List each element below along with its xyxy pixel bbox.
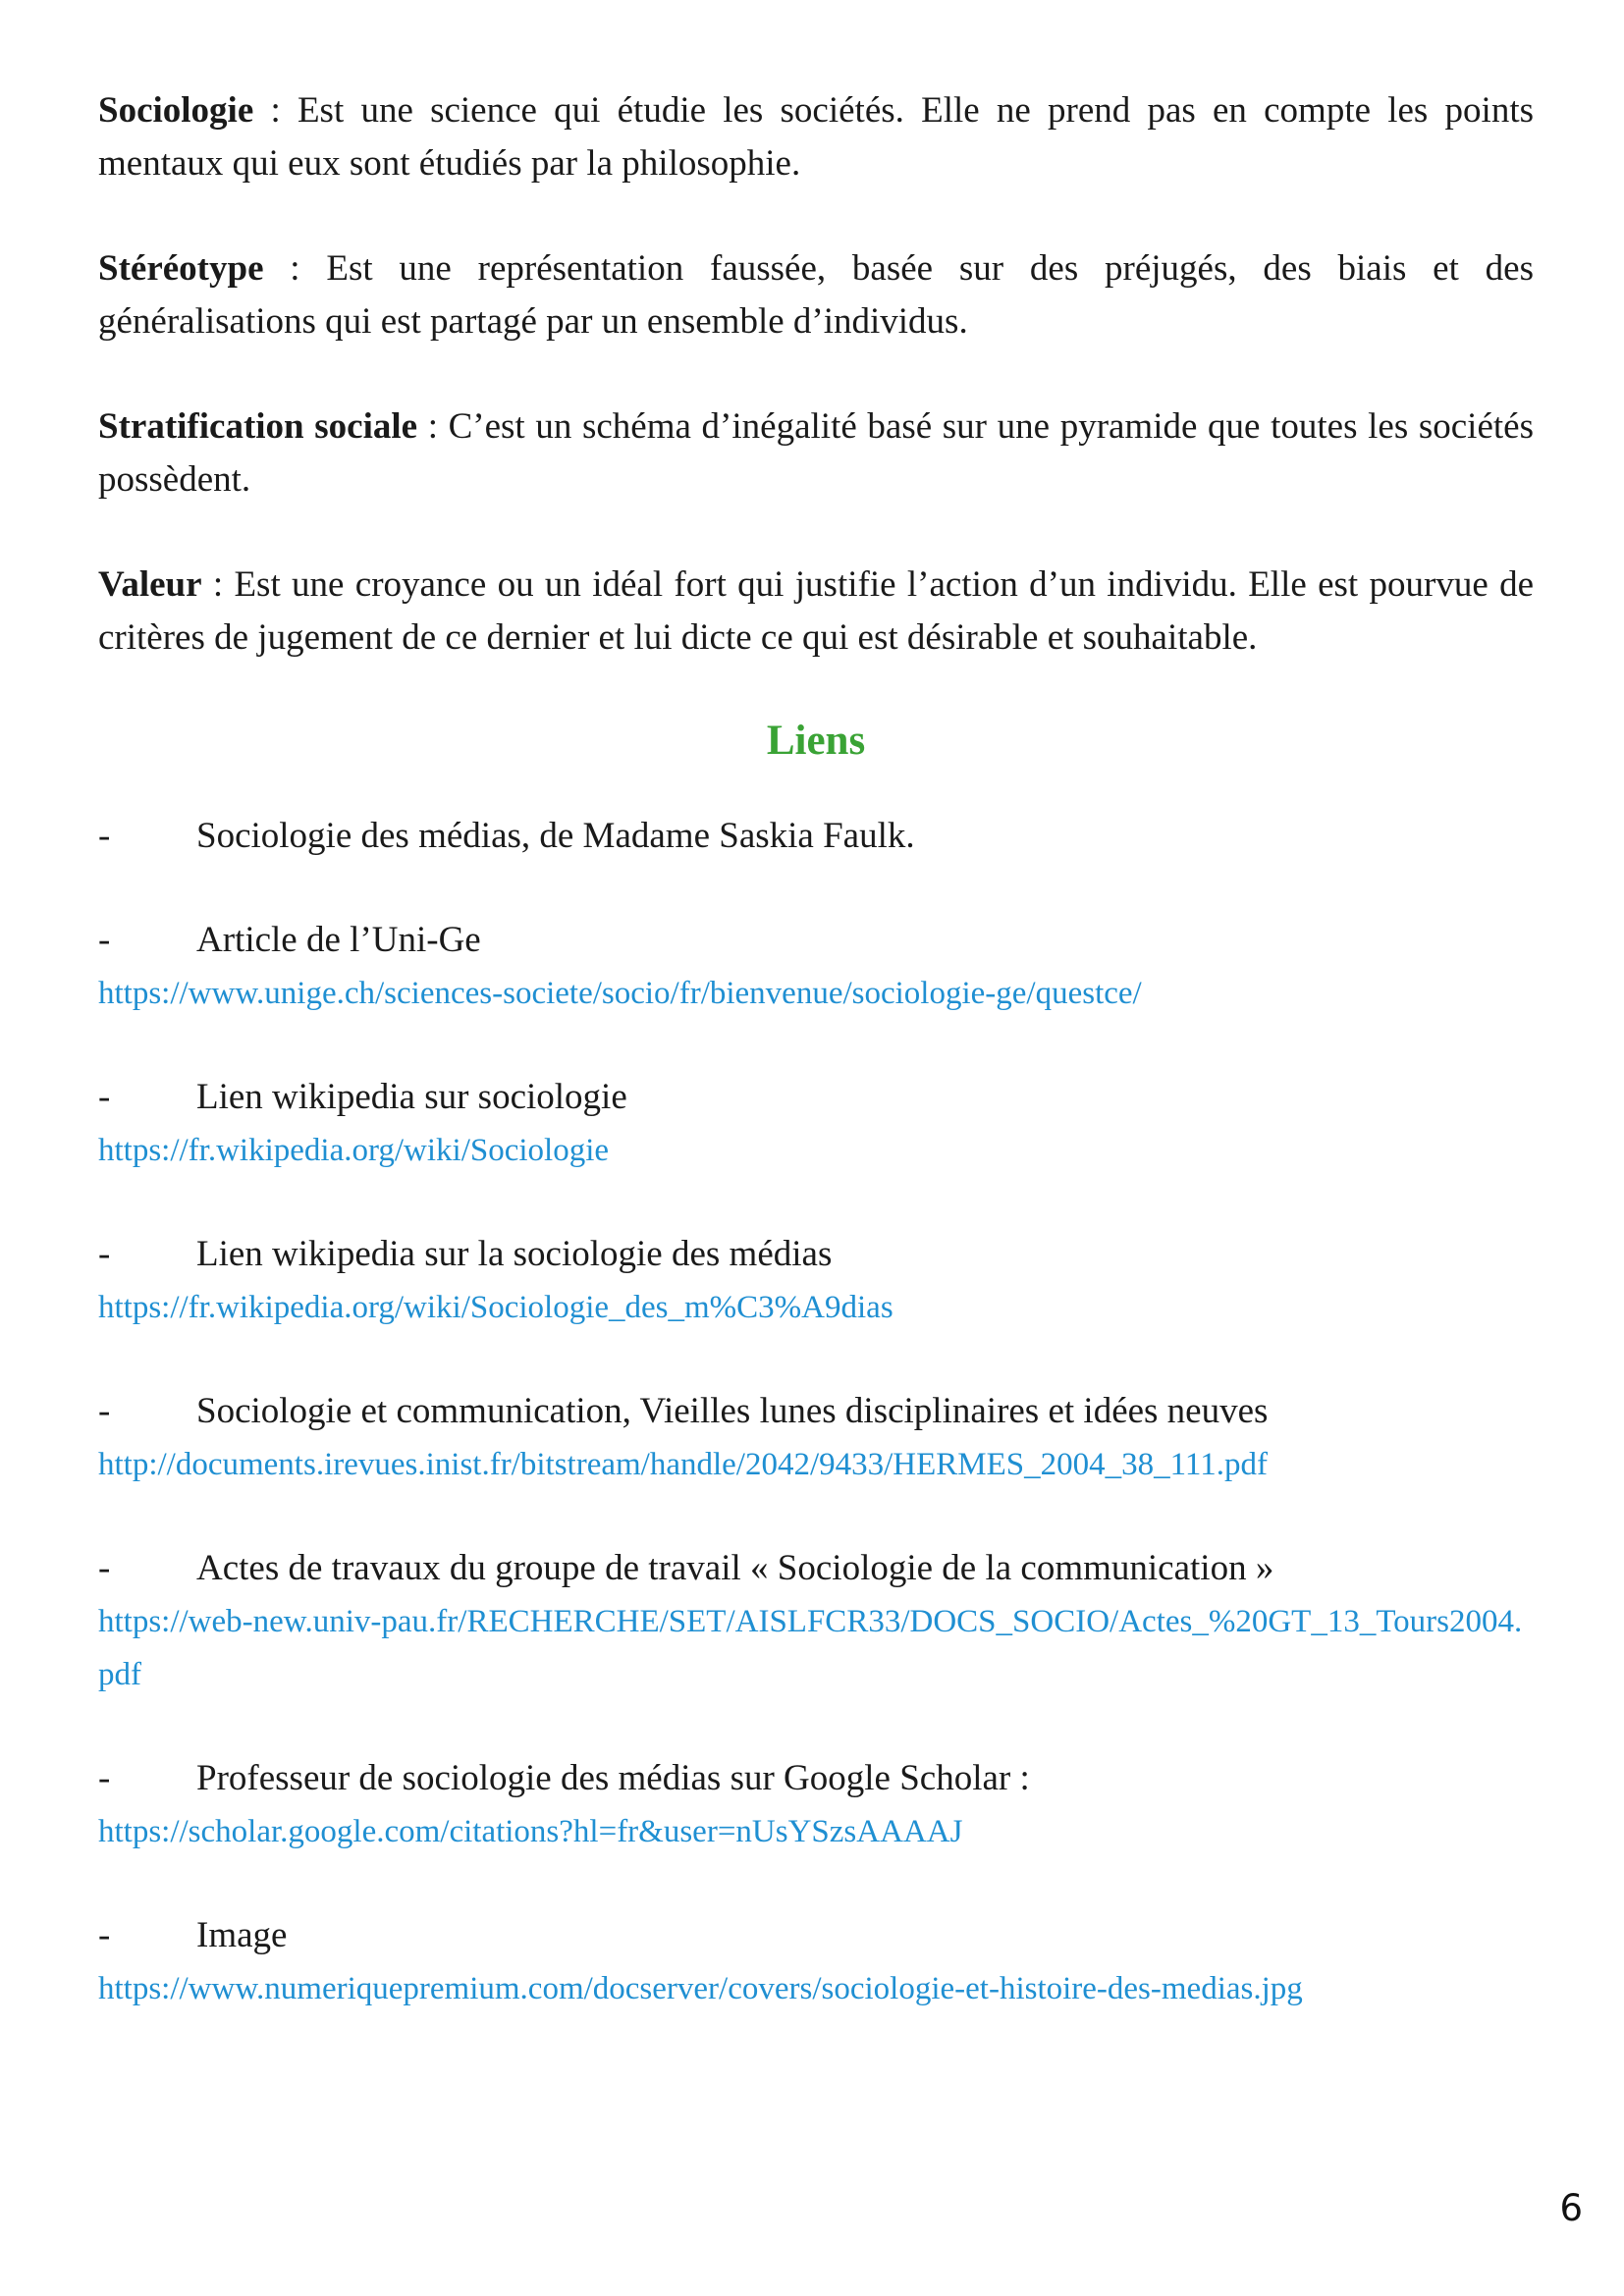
item-label: Sociologie et communication, Vieilles lunes disciplinaires et idées neuves xyxy=(196,1391,1269,1431)
item-label: Image xyxy=(196,1915,288,1955)
definition-valeur xyxy=(98,559,1534,665)
definition-text: : Est une science qui étudie les sociétés. Elle ne prend pas en compte les points mentaux qui eux sont étudiés par la philosophie. xyxy=(98,90,1534,184)
list-item xyxy=(98,810,1534,863)
list-item xyxy=(98,914,1534,1020)
bullet-dash: - xyxy=(98,1548,111,1588)
item-label: Lien wikipedia sur sociologie xyxy=(196,1077,627,1117)
definition-stereotype xyxy=(98,242,1534,348)
list-item xyxy=(98,1909,1534,2015)
links-list xyxy=(98,810,1534,2015)
term: Sociologie xyxy=(98,90,254,131)
bullet-dash: - xyxy=(98,1234,111,1274)
list-item xyxy=(98,1752,1534,1858)
document-page xyxy=(98,84,1534,2066)
bullet-dash: - xyxy=(98,1077,111,1117)
bullet-dash: - xyxy=(98,1758,111,1798)
page-number: 6 xyxy=(1559,2187,1583,2229)
bullet-dash: - xyxy=(98,920,111,960)
term: Stratification sociale xyxy=(98,406,418,447)
list-item xyxy=(98,1385,1534,1491)
list-item xyxy=(98,1542,1534,1701)
term: Valeur xyxy=(98,564,202,605)
link-google-scholar[interactable]: https://scholar.google.com/citations?hl=fr&user=nUsYSzsAAAAJ xyxy=(98,1814,963,1849)
item-label: Lien wikipedia sur la sociologie des médias xyxy=(196,1234,833,1274)
liens-heading: Liens xyxy=(766,718,866,764)
term: Stéréotype xyxy=(98,248,264,289)
item-label: Actes de travaux du groupe de travail « Sociologie de la communication » xyxy=(196,1548,1274,1588)
list-item xyxy=(98,1071,1534,1177)
item-label: Professeur de sociologie des médias sur Google Scholar : xyxy=(196,1758,1030,1798)
list-item xyxy=(98,1228,1534,1334)
link-wikipedia-sociologie[interactable]: https://fr.wikipedia.org/wiki/Sociologie xyxy=(98,1133,610,1168)
definition-stratification xyxy=(98,400,1534,507)
link-image[interactable]: https://www.numeriquepremium.com/docserver/covers/sociologie-et-histoire-des-medias.jpg xyxy=(98,1971,1303,2006)
bullet-dash: - xyxy=(98,1391,111,1431)
item-label: Sociologie des médias, de Madame Saskia Faulk. xyxy=(196,816,915,856)
definitions xyxy=(98,84,1534,665)
definition-sociologie xyxy=(98,84,1534,190)
item-label: Article de l’Uni-Ge xyxy=(196,920,481,960)
definition-text: : Est une représentation faussée, basée sur des préjugés, des biais et des généralisations qui est partagé par un ensemble d’individus. xyxy=(98,248,1534,342)
link-hermes[interactable]: http://documents.irevues.inist.fr/bitstream/handle/2042/9433/HERMES_2004_38_111.pdf xyxy=(98,1447,1268,1482)
definition-text: : Est une croyance ou un idéal fort qui justifie l’action d’un individu. Elle est pourvue de critères de jugement de ce dernier et lui dicte ce qui est désirable et souhaitable. xyxy=(98,564,1534,658)
bullet-dash: - xyxy=(98,1915,111,1955)
link-wikipedia-medias[interactable]: https://fr.wikipedia.org/wiki/Sociologie_des_m%C3%A9dias xyxy=(98,1290,893,1325)
link-unige[interactable]: https://www.unige.ch/sciences-societe/socio/fr/bienvenue/sociologie-ge/questce/ xyxy=(98,976,1142,1011)
definition-text: : C’est un schéma d’inégalité basé sur une pyramide que toutes les sociétés possèdent. xyxy=(98,406,1534,500)
bullet-dash: - xyxy=(98,816,111,856)
link-univ-pau[interactable]: https://web-new.univ-pau.fr/RECHERCHE/SET/AISLFCR33/DOCS_SOCIO/Actes_%20GT_13_Tours2004.pdf xyxy=(98,1604,1523,1692)
